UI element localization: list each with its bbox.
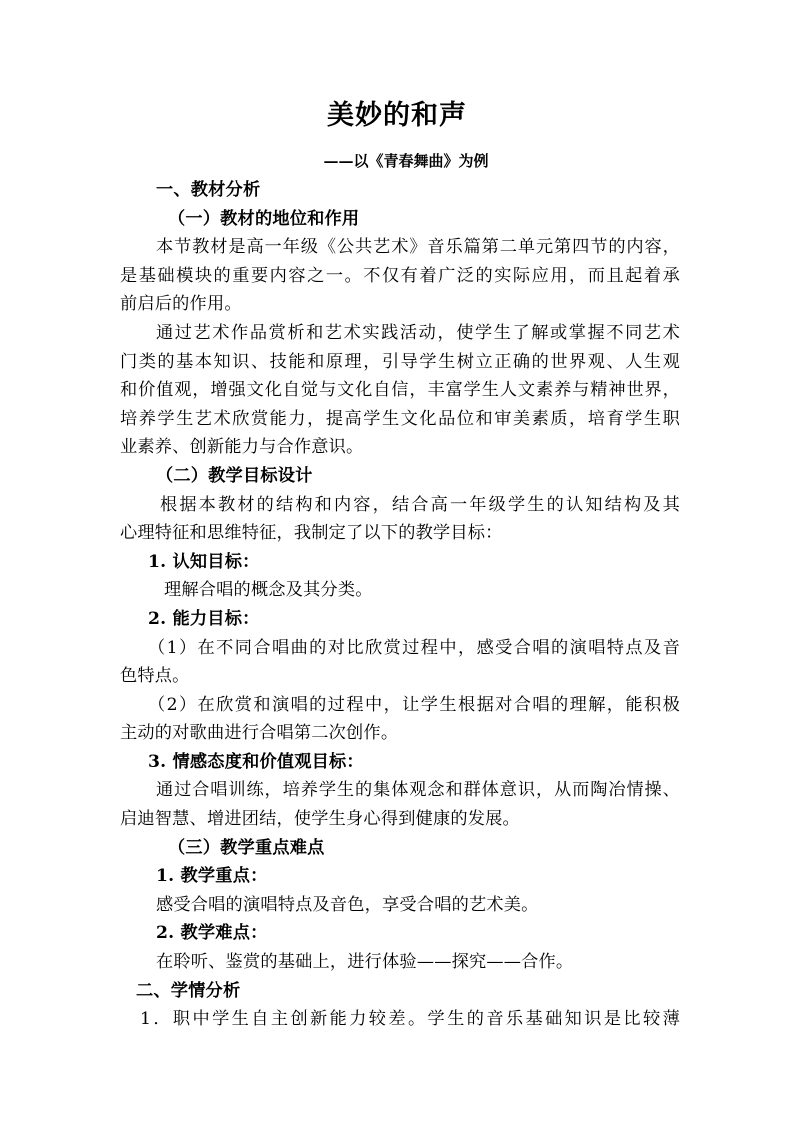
document-subtitle: ——以《青春舞曲》为例 bbox=[323, 152, 489, 170]
paragraph-line: 启迪智慧、增进团结，使学生身心得到健康的发展。 bbox=[120, 809, 520, 830]
section-heading-learner-analysis: 二、学情分析 bbox=[136, 980, 241, 1001]
document-body bbox=[120, 176, 680, 1034]
paragraph-line: 门类的基本知识、技能和原理，引导学生树立正确的世界观、人生观 bbox=[120, 351, 680, 372]
paragraph-line: （1）在不同合唱曲的对比欣赏过程中，感受合唱的演唱特点及音 bbox=[148, 637, 680, 658]
paragraph-line: 前启后的作用。 bbox=[120, 294, 242, 315]
paragraph-line: 本节教材是高一年级《公共艺术》音乐篇第二单元第四节的内容， bbox=[156, 237, 680, 258]
paragraph-line: 是基础模块的重要内容之一。不仅有着广泛的实际应用，而且起着承 bbox=[120, 265, 680, 286]
goal-heading-emotion-values: 3. 情感态度和价值观目标： bbox=[148, 751, 364, 772]
goal-heading-key-point: 1. 教学重点： bbox=[156, 866, 268, 887]
paragraph-line: 通过合唱训练，培养学生的集体观念和群体意识，从而陶冶情操、 bbox=[156, 780, 680, 801]
paragraph-line: 通过艺术作品赏析和艺术实践活动，使学生了解或掌握不同艺术 bbox=[156, 322, 680, 343]
paragraph-line: 心理特征和思维特征，我制定了以下的教学目标： bbox=[120, 523, 503, 544]
paragraph-line: 理解合唱的概念及其分类。 bbox=[164, 580, 373, 601]
paragraph-line: 在聆听、鉴赏的基础上，进行体验——探究——合作。 bbox=[156, 952, 574, 973]
paragraph-line: 主动的对歌曲进行合唱第二次创作。 bbox=[120, 723, 399, 744]
paragraph-line: 培养学生艺术欣赏能力，提高学生文化品位和审美素质，培育学生职 bbox=[120, 408, 680, 429]
goal-heading-ability: 2. 能力目标： bbox=[148, 608, 260, 629]
section-heading-textbook-analysis: 一、教材分析 bbox=[156, 180, 261, 200]
paragraph-line: 根据本教材的结构和内容，结合高一年级学生的认知结构及其 bbox=[160, 494, 680, 515]
paragraph-line: （2）在欣赏和演唱的过程中，让学生根据对合唱的理解，能积极 bbox=[148, 694, 680, 715]
paragraph-line: 1．职中学生自主创新能力较差。学生的音乐基础知识是比较薄 bbox=[140, 1009, 680, 1030]
subsection-heading-teaching-goals: （二）教学目标设计 bbox=[156, 465, 313, 486]
paragraph-line: 业素养、创新能力与合作意识。 bbox=[120, 437, 364, 458]
subsection-heading-key-difficult-points: （三）教学重点难点 bbox=[168, 837, 325, 858]
paragraph-line: 感受合唱的演唱特点及音色，享受合唱的艺术美。 bbox=[156, 894, 539, 915]
goal-heading-difficult-point: 2. 教学难点： bbox=[156, 923, 268, 944]
paragraph-line: 色特点。 bbox=[120, 666, 190, 687]
goal-heading-cognitive: 1. 认知目标： bbox=[148, 551, 260, 572]
document-title: 美妙的和声 bbox=[327, 100, 467, 131]
subsection-heading-position-role: （一）教材的地位和作用 bbox=[168, 208, 360, 229]
paragraph-line: 和价值观，增强文化自觉与文化自信，丰富学生人文素养与精神世界， bbox=[120, 380, 680, 401]
